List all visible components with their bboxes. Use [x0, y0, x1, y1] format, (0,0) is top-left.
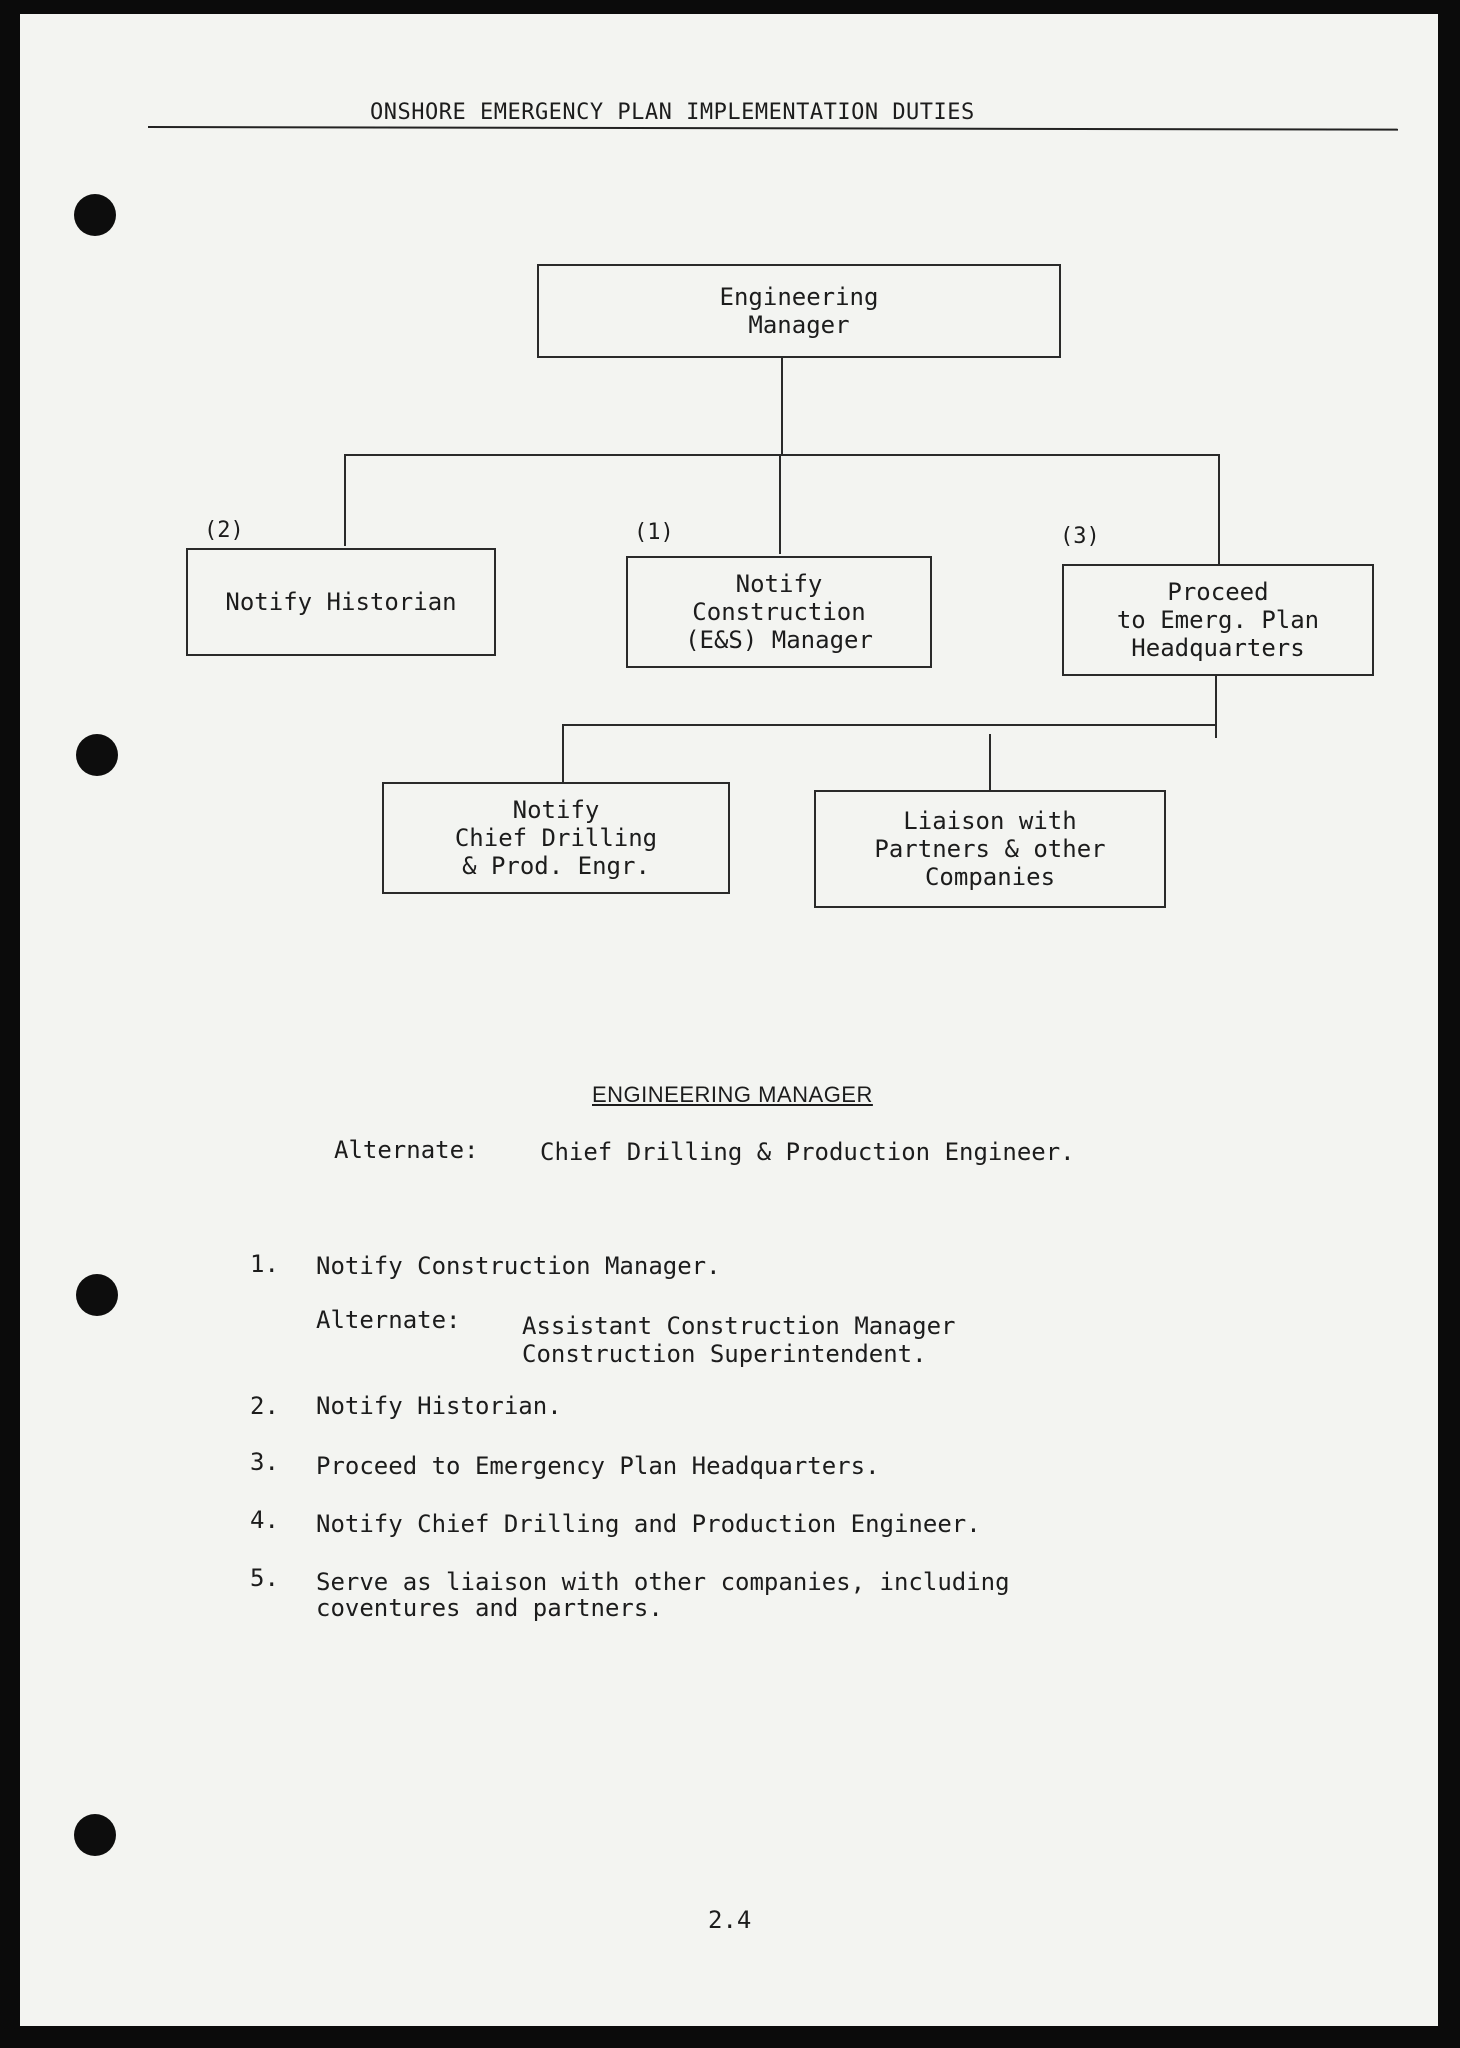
duty-1-alternate-label: Alternate: — [316, 1306, 461, 1334]
duty-1-number: 1. — [250, 1250, 279, 1278]
duty-5-line-2: coventures and partners. — [316, 1594, 663, 1622]
liaison-box: Liaison with Partners & other Companies — [814, 790, 1166, 908]
section-title: ENGINEERING MANAGER — [592, 1082, 873, 1107]
notify-construction-box: Notify Construction (E&S) Manager — [626, 556, 932, 668]
duty-1-text: Notify Construction Manager. — [316, 1252, 721, 1280]
page-header: ONSHORE EMERGENCY PLAN IMPLEMENTATION DUTIES — [370, 100, 975, 125]
historian-number: (2) — [204, 518, 244, 543]
duty-3-number: 3. — [250, 1448, 279, 1476]
connector-historian — [344, 454, 346, 546]
punch-hole-2 — [76, 734, 118, 776]
connector-top — [781, 356, 783, 456]
notify-drilling-box: Notify Chief Drilling & Prod. Engr. — [382, 782, 730, 894]
connector-branch-1 — [344, 454, 1220, 456]
duty-1-alternate-line-1: Assistant Construction Manager — [522, 1312, 956, 1340]
duty-5-line-1: Serve as liaison with other companies, including — [316, 1568, 1010, 1596]
connector-proceed — [1218, 454, 1220, 564]
engineering-manager-box: Engineering Manager — [537, 264, 1061, 358]
construction-number: (1) — [634, 520, 674, 545]
connector-branch-2 — [562, 724, 1217, 726]
punch-hole-1 — [74, 194, 116, 236]
page-number: 2.4 — [708, 1906, 752, 1934]
duty-4-text: Notify Chief Drilling and Production Engineer. — [316, 1510, 981, 1538]
duty-3-text: Proceed to Emergency Plan Headquarters. — [316, 1452, 880, 1480]
section-alternate-label: Alternate: — [334, 1136, 479, 1164]
punch-hole-4 — [74, 1814, 116, 1856]
punch-hole-3 — [76, 1274, 118, 1316]
proceed-number: (3) — [1060, 524, 1100, 549]
connector-drilling — [562, 724, 564, 782]
duty-2-number: 2. — [250, 1392, 279, 1420]
proceed-headquarters-box: Proceed to Emerg. Plan Headquarters — [1062, 564, 1374, 676]
section-alternate-value: Chief Drilling & Production Engineer. — [540, 1138, 1075, 1166]
duty-2-text: Notify Historian. — [316, 1392, 562, 1420]
notify-historian-box: Notify Historian — [186, 548, 496, 656]
duty-4-number: 4. — [250, 1506, 279, 1534]
duty-1-alternate-line-2: Construction Superintendent. — [522, 1340, 927, 1368]
connector-proceed-down — [1215, 674, 1217, 738]
connector-liaison — [989, 734, 991, 790]
duty-5-number: 5. — [250, 1564, 279, 1592]
connector-construction — [779, 454, 781, 554]
